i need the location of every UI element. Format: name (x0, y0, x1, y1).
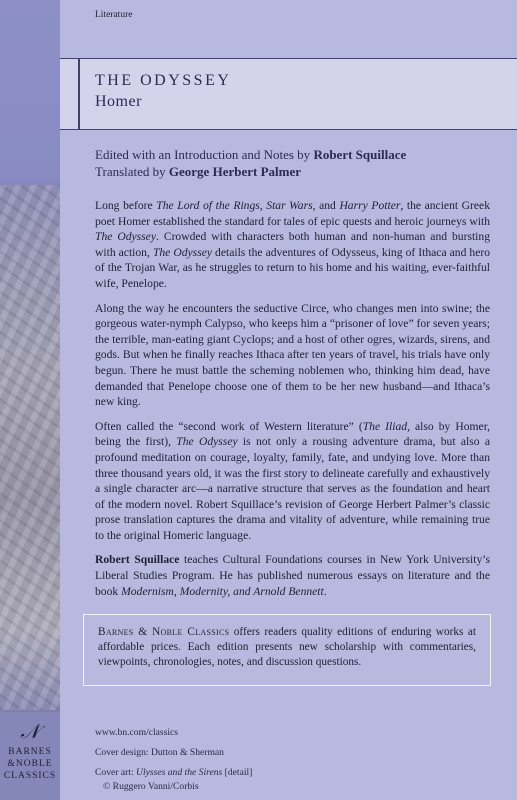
website-link[interactable]: www.bn.com/classics (95, 727, 179, 738)
translator-credit: Translated by George Herbert Palmer (95, 164, 302, 179)
cover-art-credit: Cover art: Ulysses and the Sirens [detail] (95, 767, 253, 778)
cover-art-strip (0, 185, 60, 710)
editor-bio: Robert Squillace teaches Cultural Foundations courses in New York University’s Liberal Studies Program. He has published numerous essays on literature and the book Modernism, Modernity, and Arnold Bennett. (95, 553, 490, 598)
credits (95, 146, 490, 180)
title-accent-bar (78, 58, 80, 129)
logo-monogram: 𝒩 (20, 719, 40, 743)
copyright-line: © Ruggero Vanni/Corbis (103, 781, 199, 792)
editor-name: Robert Squillace (313, 147, 407, 162)
book-author: Homer (95, 93, 142, 110)
classics-promo-box: Barnes & Noble Classics offers readers quality editions of enduring works at affordable prices. Each edition presents new scholarship with commentaries, viewpoints, chronologies, notes, and discussion questions. (83, 614, 491, 686)
translator-name: George Herbert Palmer (168, 164, 302, 179)
editor-credit: Edited with an Introduction and Notes by Robert Squillace (95, 147, 407, 162)
description-paragraph-3: Often called the “second work of Western literature” (The Iliad, also by Homer, being the first), The Odyssey is not only a rousing adventure drama, but also a profound meditation on courage, loyalty, family, fate, and undying love. More than three thousand years old, it was the first story to delineate carefully and exhaustively a single character arc—a narrative structure that serves as the foundation and heart of the modern novel. Robert Squillace’s revision of George Herbert Palmer’s classic prose translation captures the drama and vitality of adventure, while remaining true to the original Homeric language. (95, 419, 491, 542)
book-title: THE ODYSSEY (95, 72, 232, 89)
cover-design-credit: Cover design: Dutton & Sherman (95, 747, 224, 758)
logo-wordmark: BARNES &NOBLE CLASSICS (3, 747, 57, 781)
publisher-logo (0, 712, 60, 800)
category-label: Literature (95, 10, 133, 20)
description-paragraph-2: Along the way he encounters the seductive Circe, who changes men into swine; the gorgeous water-nymph Calypso, who keeps him a “prisoner of love” for seven years; the terrible, man-eating giant Cyclops; and a host of other ogres, wizards, sirens, and gods. But when he finally reaches Ithaca after ten years of travel, his trials have only begun. There he must battle the scheming noblemen who, thinking him dead, have demanded that Penelope choose one of them to be her new husband—and Ithaca’s new king. (95, 301, 490, 409)
promo-brand: Barnes & Noble Classics (98, 626, 230, 638)
main-text (95, 146, 490, 608)
description-paragraph-1: Long before The Lord of the Rings, Star Wars, and Harry Potter, the ancient Greek poet Homer established the standard for tales of epic quests and heroic journeys with The Odyssey. Crowded with characters both human and non-human and bursting with action, The Odyssey details the adventures of Odysseus, king of Ithaca and hero of the Trojan War, as he struggles to return to his home and his waiting, ever-faithful wife, Penelope. (95, 199, 491, 290)
footer-credits (95, 726, 252, 794)
